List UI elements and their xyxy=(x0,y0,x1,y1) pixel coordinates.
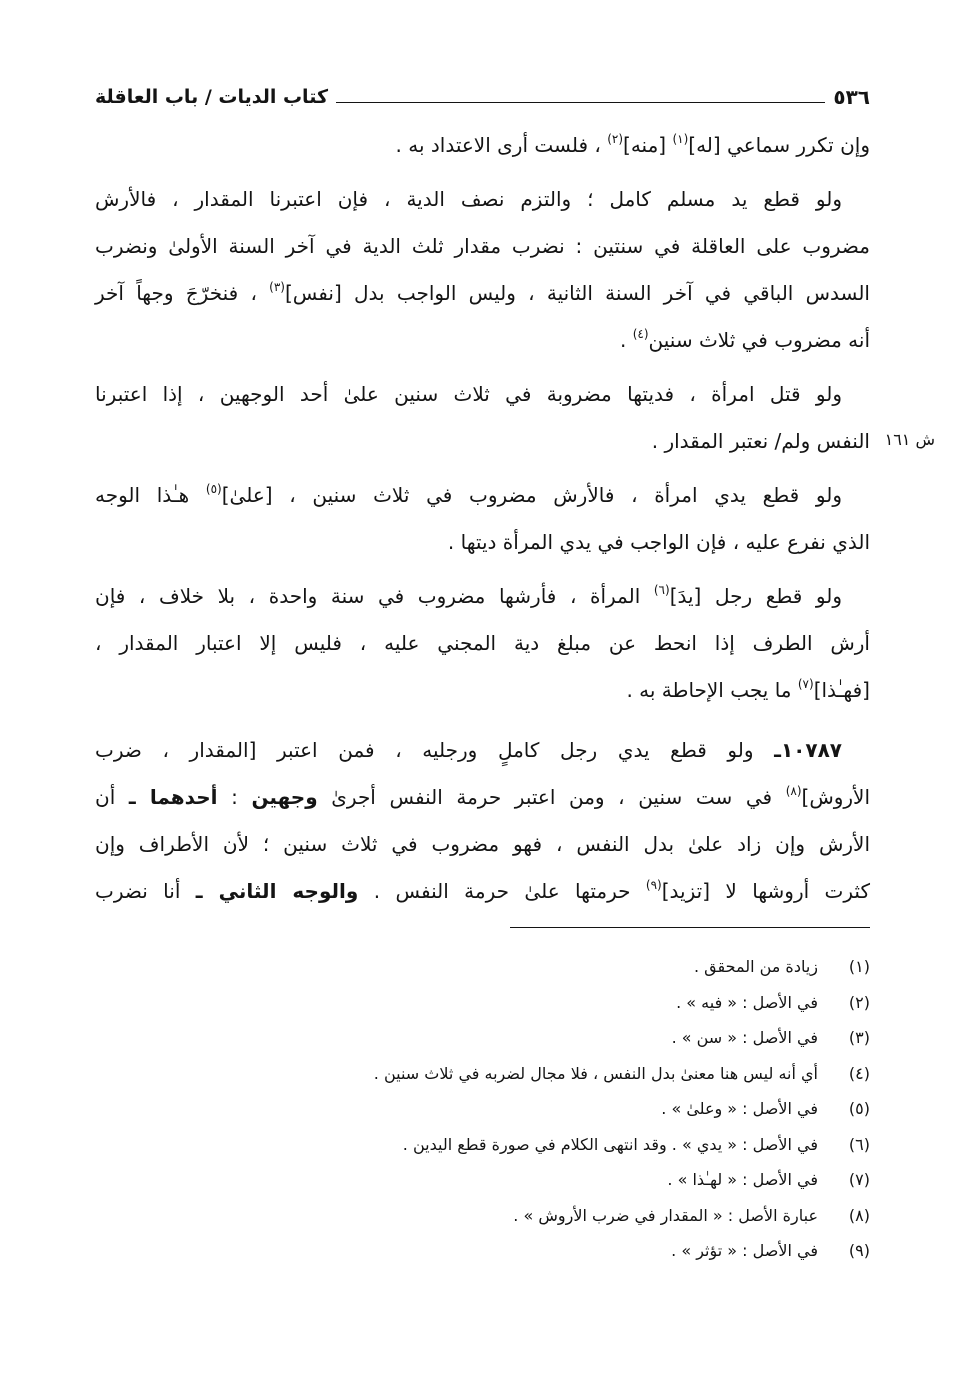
text-line xyxy=(95,519,870,566)
text-run: حرمتها علىٰ حرمة النفس . xyxy=(358,879,646,903)
footnote-text: في الأصل : « وعلىٰ » . xyxy=(661,1099,818,1118)
paragraph xyxy=(95,122,870,169)
text-run: ولو قتل امرأة ، فديتها مضروبة في ثلاث سنين علىٰ أحد الوجهين ، إذا اعتبرنا xyxy=(95,382,842,406)
paragraph xyxy=(95,727,870,915)
footnote xyxy=(95,1127,870,1163)
text-run: أنا نضرب xyxy=(95,879,196,903)
footnote xyxy=(95,1233,870,1269)
footnote xyxy=(95,985,870,1021)
text-run: ولو قطع رجل [يدَ] xyxy=(669,584,842,608)
text-run: : xyxy=(217,785,252,809)
text-run: ولو قطع يد مسلم كامل ؛ والتزم نصف الدية ، فإن اعتبرنا المقدار ، فالأرش xyxy=(95,187,842,211)
text-line xyxy=(95,620,870,667)
footnote-text: في الأصل : « يدي » . وقد انتهى الكلام في صورة قطع اليدين . xyxy=(402,1134,818,1154)
footnote-number: (٨) xyxy=(848,1205,870,1225)
footnotes xyxy=(95,949,870,1269)
text-run: كثرت أروشها لا [تزيد] xyxy=(661,879,870,903)
footnote-ref: (٣) xyxy=(269,280,285,294)
footnote-text: في الأصل : « سن » . xyxy=(671,1028,818,1047)
text-run: [منه] xyxy=(623,133,673,157)
text-line xyxy=(95,223,870,270)
footnote-text: في الأصل : « تؤثر » . xyxy=(671,1241,818,1260)
footnote-ref: (٢) xyxy=(607,132,624,146)
footnote-ref: (٨) xyxy=(785,784,802,798)
footnote xyxy=(95,1162,870,1198)
footnote-text: أي أنه ليس هنا معنىٰ بدل النفس ، فلا مجال لضربه في ثلاث سنين . xyxy=(373,1063,818,1083)
text-line xyxy=(95,573,870,620)
text-run: المرأة ، فأرشها مضروب في سنة واحدة ، بلا خلاف ، فإن xyxy=(95,584,654,608)
text-line xyxy=(95,122,870,169)
text-run: النفس ولم/ نعتبر المقدار . xyxy=(651,429,870,453)
footnote-text: في الأصل : « لهـٰذا » . xyxy=(667,1170,818,1189)
footnote-number: (٦) xyxy=(848,1134,870,1154)
text-run: الأروش] xyxy=(801,785,871,809)
footnote-text: عبارة الأصل : « المقدار في ضرب الأروش » . xyxy=(513,1205,818,1225)
text-run: ما يجب الإحاطة به . xyxy=(626,678,798,702)
text-line xyxy=(95,317,870,364)
footnote-number: (٤) xyxy=(848,1063,870,1083)
text-line xyxy=(95,270,870,317)
footnote-ref: (٤) xyxy=(632,327,649,341)
text-line xyxy=(95,418,870,465)
footnote-separator xyxy=(510,927,870,928)
text-run: مضروب على العاقلة في سنتين : نضرب مقدار ثلث الدية في آخر السنة الأولىٰ ونضرب xyxy=(95,234,870,258)
bold-term: وجهين xyxy=(251,785,318,809)
text-line xyxy=(95,472,870,519)
footnote-ref: (٧) xyxy=(797,677,814,691)
text-run: ، فلست أرى الاعتداد به . xyxy=(395,133,608,157)
text-run: السدس الباقي في آخر السنة الثانية ، وليس الواجب بدل [نفس] xyxy=(284,281,870,305)
text-run: ولو قطع يدي رجل كاملٍ ورجليه ، فمن اعتبر [المقدار ، ضرب xyxy=(95,738,775,762)
paragraph xyxy=(95,371,870,465)
text-run: . xyxy=(619,328,633,352)
page-content xyxy=(95,122,870,1269)
footnote-text: زيادة من المحقق . xyxy=(694,957,818,976)
chapter-title: كتاب الديات / باب العاقلة xyxy=(95,86,329,108)
page-number: ٥٣٦ xyxy=(833,85,870,109)
text-run: الأرش وإن زاد علىٰ بدل النفس ، فهو مضروب في ثلاث سنين ؛ لأن الأطراف وإن xyxy=(95,832,870,856)
text-line xyxy=(95,667,870,714)
footnote-ref: (١) xyxy=(672,132,689,146)
footnote-text: في الأصل : « فيه » . xyxy=(676,992,818,1012)
body-text xyxy=(95,122,870,915)
footnote-number: (٣) xyxy=(848,1028,870,1047)
text-run: الذي نفرع عليه ، فإن الواجب في يدي المرأة ديتها . xyxy=(447,530,870,554)
footnote xyxy=(95,1056,870,1092)
text-line xyxy=(95,727,870,774)
running-header xyxy=(95,80,870,112)
paragraph xyxy=(95,573,870,714)
text-run: ولو قطع يدي امرأة ، فالأرش مضروب في ثلاث سنين ، [علىٰ] xyxy=(221,483,842,507)
text-run: هـٰذا الوجه xyxy=(95,483,206,507)
footnote xyxy=(95,1198,870,1234)
footnote-ref: (٩) xyxy=(645,878,662,892)
text-run: في ست سنين ، ومن اعتبر حرمة النفس أجرىٰ xyxy=(317,785,786,809)
footnote xyxy=(95,1020,870,1056)
footnote xyxy=(95,1091,870,1127)
footnote-ref: (٥) xyxy=(205,482,222,496)
text-run: [فهـٰذا] xyxy=(813,678,870,702)
text-run: ، فنخرّجَ وجهاً آخر xyxy=(95,281,270,305)
text-line xyxy=(95,821,870,868)
header-rule xyxy=(336,102,825,103)
footnote-number: (١) xyxy=(848,957,870,976)
paragraph xyxy=(95,472,870,566)
footnote-number: (٧) xyxy=(848,1170,870,1189)
paragraph xyxy=(95,176,870,364)
text-run: أنه مضروب في ثلاث سنين xyxy=(648,328,870,352)
text-line xyxy=(95,868,870,915)
margin-note: ش ١٦١ xyxy=(884,430,935,449)
text-run: أن xyxy=(95,785,129,809)
footnote-number: (٢) xyxy=(848,992,870,1012)
text-run: وإن تكرر سماعي [له] xyxy=(688,133,870,157)
bold-term: أحدهما ـ xyxy=(128,785,218,809)
footnote-number: (٥) xyxy=(848,1099,870,1118)
footnote xyxy=(95,949,870,985)
text-line xyxy=(95,176,870,223)
footnote-number: (٩) xyxy=(848,1241,870,1260)
footnote-ref: (٦) xyxy=(653,583,670,597)
bold-term: ١٠٧٨٧ـ xyxy=(774,738,842,762)
text-line xyxy=(95,774,870,821)
text-line xyxy=(95,371,870,418)
bold-term: والوجه الثاني ـ xyxy=(195,879,359,903)
text-run: أرش الطرف إذا انحط عن مبلغ دية المجني عليه ، فليس إلا اعتبار المقدار ، xyxy=(95,631,870,655)
